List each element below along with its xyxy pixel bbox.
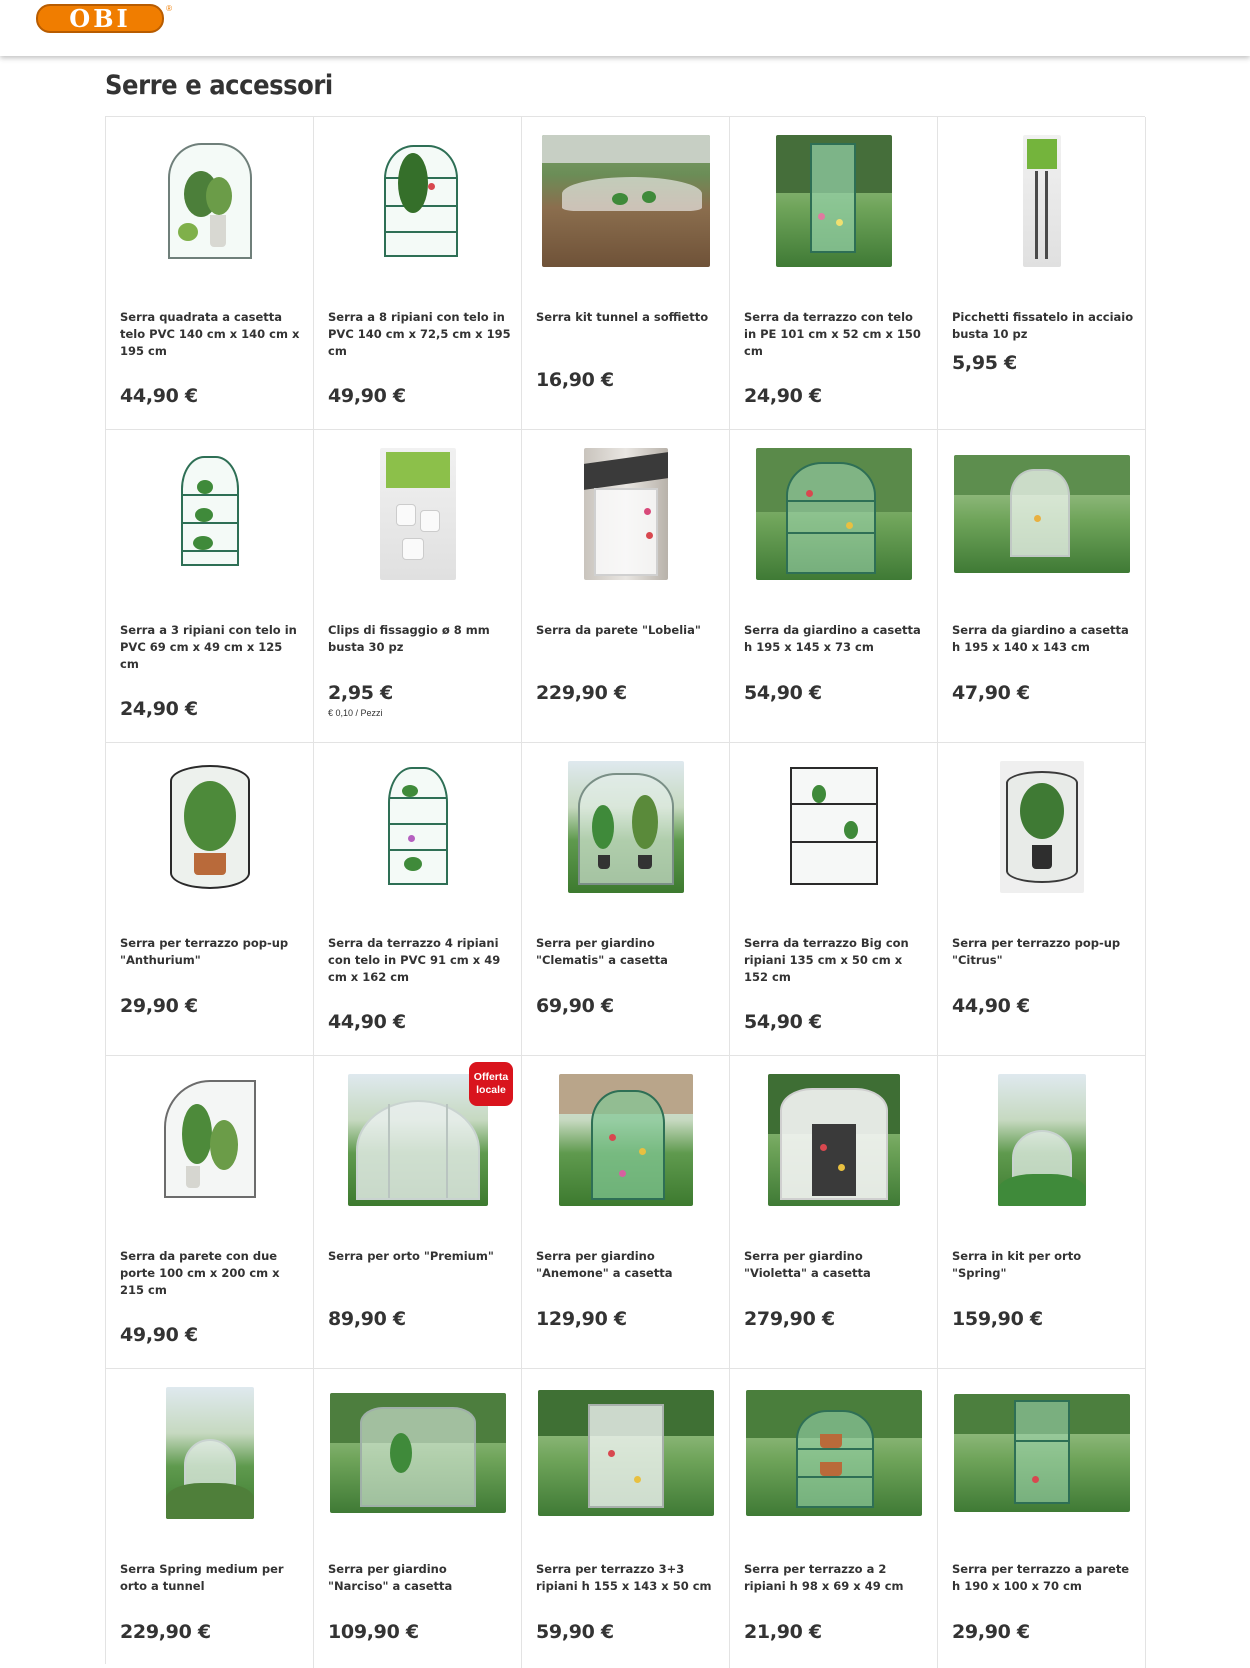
product-price: 44,90 € <box>120 385 198 407</box>
product-name[interactable]: Serra per giardino "Anemone" a casetta <box>536 1249 673 1280</box>
product-price: 54,90 € <box>744 682 822 704</box>
product-card[interactable] <box>522 117 730 430</box>
product-image[interactable] <box>324 133 511 269</box>
product-image[interactable] <box>948 759 1135 895</box>
product-card[interactable] <box>314 117 522 430</box>
product-price: 279,90 € <box>744 1308 835 1330</box>
product-card[interactable] <box>314 430 522 743</box>
product-image[interactable] <box>740 759 927 895</box>
product-image[interactable] <box>116 133 303 269</box>
logo-text: OBI <box>69 3 131 33</box>
product-price: 159,90 € <box>952 1308 1043 1330</box>
product-name[interactable]: Serra da terrazzo 4 ripiani con telo in PVC 91 cm x 49 cm x 162 cm <box>328 936 501 984</box>
product-price: 5,95 € <box>952 352 1017 374</box>
product-name[interactable]: Serra per giardino "Clematis" a casetta <box>536 936 668 967</box>
product-image[interactable] <box>740 1385 927 1521</box>
product-price: 2,95 € <box>328 682 393 704</box>
product-card[interactable] <box>314 1056 522 1369</box>
product-price: 229,90 € <box>536 682 627 704</box>
product-name[interactable]: Serra da giardino a casetta h 195 x 140 x 143 cm <box>952 623 1129 654</box>
product-card[interactable] <box>522 1369 730 1668</box>
product-name[interactable]: Serra a 3 ripiani con telo in PVC 69 cm x 49 cm x 125 cm <box>120 623 297 671</box>
product-card[interactable] <box>730 1369 938 1668</box>
product-image[interactable] <box>532 1385 719 1521</box>
product-price: 21,90 € <box>744 1621 822 1643</box>
product-image[interactable] <box>948 446 1135 582</box>
product-price: 49,90 € <box>120 1324 198 1346</box>
product-image[interactable] <box>116 446 303 582</box>
product-price: 129,90 € <box>536 1308 627 1330</box>
product-name[interactable]: Serra in kit per orto "Spring" <box>952 1249 1082 1280</box>
product-card[interactable] <box>730 1056 938 1369</box>
product-card[interactable] <box>522 1056 730 1369</box>
product-card[interactable] <box>938 1056 1146 1369</box>
product-image[interactable] <box>740 133 927 269</box>
product-card[interactable] <box>730 743 938 1056</box>
product-image[interactable] <box>116 759 303 895</box>
product-image[interactable] <box>532 1072 719 1208</box>
product-image[interactable] <box>948 1385 1135 1521</box>
registered-mark: ® <box>166 4 172 13</box>
product-name[interactable]: Serra kit tunnel a soffietto <box>536 310 709 324</box>
product-card[interactable] <box>730 430 938 743</box>
product-name[interactable]: Serra per giardino "Narciso" a casetta <box>328 1562 453 1593</box>
product-card[interactable] <box>938 430 1146 743</box>
product-name[interactable]: Serra quadrata a casetta telo PVC 140 cm x 140 cm x 195 cm <box>120 310 300 358</box>
product-name[interactable]: Clips di fissaggio ø 8 mm busta 30 pz <box>328 623 490 654</box>
product-card[interactable] <box>106 430 314 743</box>
product-image[interactable] <box>532 133 719 269</box>
product-price: 54,90 € <box>744 1011 822 1033</box>
product-card[interactable] <box>938 117 1146 430</box>
product-price: 89,90 € <box>328 1308 406 1330</box>
product-name[interactable]: Serra da terrazzo Big con ripiani 135 cm x 50 cm x 152 cm <box>744 936 909 984</box>
product-card[interactable] <box>938 743 1146 1056</box>
unit-price: € 0,10 / Pezzi <box>328 708 383 718</box>
product-price: 109,90 € <box>328 1621 419 1643</box>
top-bar <box>0 0 1250 56</box>
product-card[interactable] <box>522 430 730 743</box>
product-grid <box>105 116 1145 1664</box>
product-image[interactable] <box>116 1072 303 1208</box>
product-image[interactable] <box>324 446 511 582</box>
page-title: Serre e accessori <box>105 70 333 101</box>
product-card[interactable] <box>106 743 314 1056</box>
product-price: 29,90 € <box>952 1621 1030 1643</box>
product-name[interactable]: Serra per terrazzo a 2 ripiani h 98 x 69 x 49 cm <box>744 1562 904 1593</box>
product-name[interactable]: Serra Spring medium per orto a tunnel <box>120 1562 284 1593</box>
product-name[interactable]: Serra da parete "Lobelia" <box>536 623 701 637</box>
product-image[interactable] <box>740 1072 927 1208</box>
product-card[interactable] <box>938 1369 1146 1668</box>
product-price: 24,90 € <box>744 385 822 407</box>
product-name[interactable]: Serra per terrazzo pop-up "Anthurium" <box>120 936 289 967</box>
product-image[interactable] <box>324 1385 511 1521</box>
product-name[interactable]: Serra per terrazzo pop-up "Citrus" <box>952 936 1121 967</box>
product-name[interactable]: Picchetti fissatelo in acciaio busta 10 pz <box>952 310 1134 341</box>
product-name[interactable]: Serra da parete con due porte 100 cm x 200 cm x 215 cm <box>120 1249 280 1297</box>
product-card[interactable] <box>522 743 730 1056</box>
product-card[interactable] <box>106 117 314 430</box>
product-card[interactable] <box>730 117 938 430</box>
product-image[interactable] <box>948 1072 1135 1208</box>
product-name[interactable]: Serra da giardino a casetta h 195 x 145 x 73 cm <box>744 623 921 654</box>
product-image[interactable] <box>740 446 927 582</box>
product-card[interactable] <box>106 1056 314 1369</box>
product-price: 16,90 € <box>536 369 614 391</box>
product-name[interactable]: Serra per terrazzo a parete h 190 x 100 x 70 cm <box>952 1562 1130 1593</box>
product-price: 24,90 € <box>120 698 198 720</box>
product-price: 69,90 € <box>536 995 614 1017</box>
product-name[interactable]: Serra da terrazzo con telo in PE 101 cm x 52 cm x 150 cm <box>744 310 921 358</box>
product-price: 29,90 € <box>120 995 198 1017</box>
product-price: 229,90 € <box>120 1621 211 1643</box>
product-card[interactable] <box>314 1369 522 1668</box>
product-image[interactable] <box>532 759 719 895</box>
product-image[interactable] <box>532 446 719 582</box>
product-price: 44,90 € <box>328 1011 406 1033</box>
product-image[interactable] <box>948 133 1135 269</box>
product-name[interactable]: Serra per orto "Premium" <box>328 1249 494 1263</box>
offer-badge: Offerta locale <box>469 1062 513 1106</box>
product-card[interactable] <box>106 1369 314 1668</box>
product-name[interactable]: Serra per terrazzo 3+3 ripiani h 155 x 143 x 50 cm <box>536 1562 712 1593</box>
product-price: 47,90 € <box>952 682 1030 704</box>
product-price: 44,90 € <box>952 995 1030 1017</box>
product-name[interactable]: Serra per giardino "Violetta" a casetta <box>744 1249 871 1280</box>
obi-logo[interactable] <box>36 3 172 33</box>
product-image[interactable] <box>116 1385 303 1521</box>
product-name[interactable]: Serra a 8 ripiani con telo in PVC 140 cm x 72,5 cm x 195 cm <box>328 310 511 358</box>
product-price: 49,90 € <box>328 385 406 407</box>
product-image[interactable] <box>324 759 511 895</box>
product-price: 59,90 € <box>536 1621 614 1643</box>
product-card[interactable] <box>314 743 522 1056</box>
